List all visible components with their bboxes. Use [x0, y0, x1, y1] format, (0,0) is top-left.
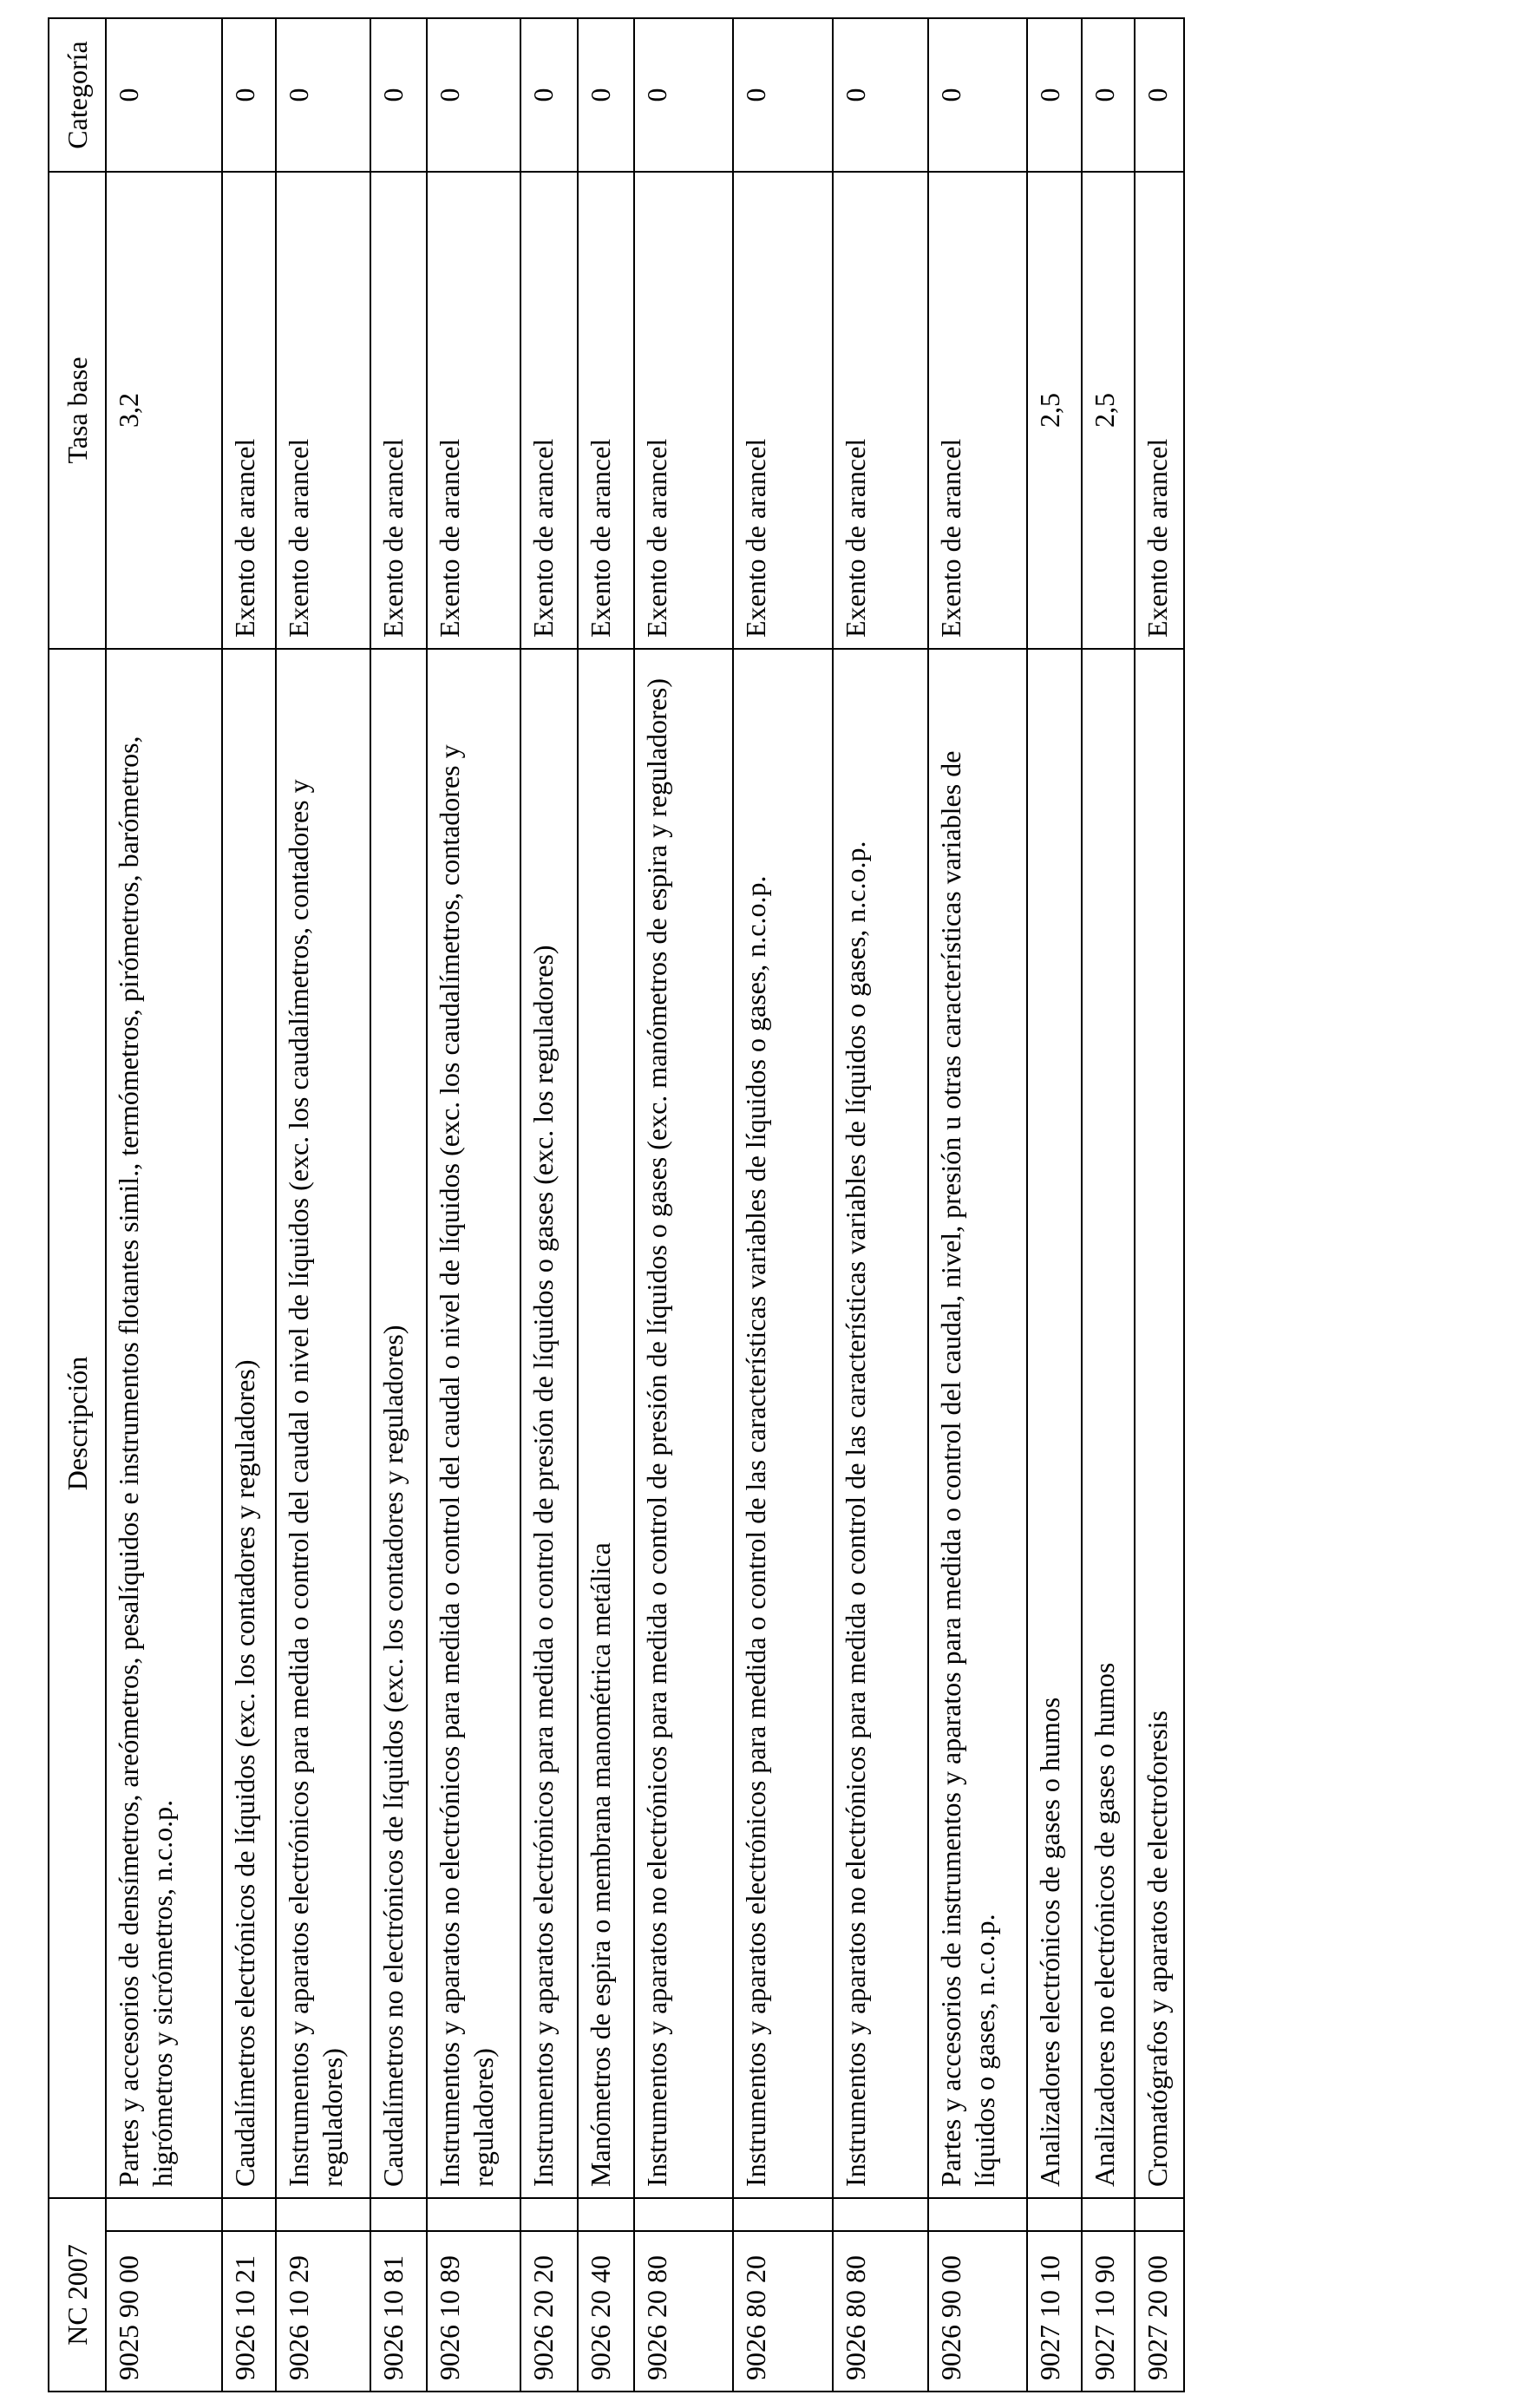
table-row	[928, 18, 1027, 2392]
description-cell: Instrumentos y aparatos electrónicos para medida o control de las características variables de líquidos o gases, n.c.o.p.	[733, 649, 833, 2198]
rate-cell: Exento de arancel	[520, 172, 577, 649]
code-cell: 9026 10 21	[222, 2231, 276, 2392]
spacer-cell	[427, 2198, 520, 2231]
code-cell: 9027 10 10	[1027, 2231, 1082, 2392]
description-cell: Caudalímetros electrónicos de líquidos (exc. los contadores y reguladores)	[222, 649, 276, 2198]
table-row	[634, 18, 733, 2392]
rate-cell: Exento de arancel	[833, 172, 928, 649]
rate-cell: Exento de arancel	[1135, 172, 1184, 649]
table-row	[1135, 18, 1184, 2392]
description-cell: Caudalímetros no electrónicos de líquidos (exc. los contadores y reguladores)	[370, 649, 427, 2198]
code-cell: 9026 90 00	[928, 2231, 1027, 2392]
category-cell: 0	[733, 18, 833, 172]
description-cell: Instrumentos y aparatos no electrónicos para medida o control de las características variables de líquidos o gases, n.c.o.p.	[833, 649, 928, 2198]
spacer-cell	[928, 2198, 1027, 2231]
code-cell: 9026 20 80	[634, 2231, 733, 2392]
code-cell: 9027 10 90	[1082, 2231, 1135, 2392]
tariff-table	[48, 17, 1185, 2392]
spacer-cell	[1082, 2198, 1135, 2231]
code-cell: 9026 20 40	[578, 2231, 634, 2392]
spacer-cell	[634, 2198, 733, 2231]
table-row	[520, 18, 577, 2392]
code-cell: 9026 80 20	[733, 2231, 833, 2392]
category-cell: 0	[634, 18, 733, 172]
code-cell: 9026 10 89	[427, 2231, 520, 2392]
spacer-cell	[1027, 2198, 1082, 2231]
rate-cell: Exento de arancel	[733, 172, 833, 649]
rate-cell: Exento de arancel	[578, 172, 634, 649]
table-body	[106, 18, 1184, 2392]
category-cell: 0	[1135, 18, 1184, 172]
table-row	[427, 18, 520, 2392]
code-cell: 9027 20 00	[1135, 2231, 1184, 2392]
category-cell: 0	[1027, 18, 1082, 172]
table-row	[370, 18, 427, 2392]
table-row	[1027, 18, 1082, 2392]
rate-cell: Exento de arancel	[276, 172, 370, 649]
rate-cell: 2,5	[1082, 172, 1135, 649]
table-row	[733, 18, 833, 2392]
category-cell: 0	[370, 18, 427, 172]
description-cell: Manómetros de espira o membrana manométrica metálica	[578, 649, 634, 2198]
spacer-cell	[370, 2198, 427, 2231]
rotated-page	[48, 19, 1185, 2392]
spacer-cell	[578, 2198, 634, 2231]
table-row	[1082, 18, 1135, 2392]
category-cell: 0	[427, 18, 520, 172]
description-cell: Partes y accesorios de densímetros, areómetros, pesalíquidos e instrumentos flotantes simil., termómetros, pirómetros, barómetros, higrómetros y sicrómetros, n.c.o.p.	[106, 649, 222, 2198]
header-row	[49, 18, 106, 2392]
description-cell: Instrumentos y aparatos electrónicos para medida o control de presión de líquidos o gases (exc. los reguladores)	[520, 649, 577, 2198]
code-cell: 9025 90 00	[106, 2231, 222, 2392]
code-cell: 9026 10 29	[276, 2231, 370, 2392]
rate-cell: Exento de arancel	[427, 172, 520, 649]
category-cell: 0	[578, 18, 634, 172]
description-cell: Instrumentos y aparatos no electrónicos para medida o control del caudal o nivel de líquidos (exc. los caudalímetros, contadores y reguladores)	[427, 649, 520, 2198]
spacer-cell	[733, 2198, 833, 2231]
category-cell: 0	[833, 18, 928, 172]
table-row	[276, 18, 370, 2392]
category-cell: 0	[1082, 18, 1135, 172]
spacer-cell	[833, 2198, 928, 2231]
spacer-cell	[106, 2198, 222, 2231]
category-cell: 0	[928, 18, 1027, 172]
description-cell: Cromatógrafos y aparatos de electroforesis	[1135, 649, 1184, 2198]
rate-cell: Exento de arancel	[370, 172, 427, 649]
rate-cell: 2,5	[1027, 172, 1082, 649]
table-row	[106, 18, 222, 2392]
description-cell: Instrumentos y aparatos no electrónicos para medida o control de presión de líquidos o gases (exc. manómetros de espira y reguladores)	[634, 649, 733, 2198]
header-rate: Tasa base	[49, 172, 106, 649]
description-cell: Analizadores no electrónicos de gases o humos	[1082, 649, 1135, 2198]
code-cell: 9026 80 80	[833, 2231, 928, 2392]
table-row	[578, 18, 634, 2392]
category-cell: 0	[520, 18, 577, 172]
code-cell: 9026 20 20	[520, 2231, 577, 2392]
spacer-cell	[276, 2198, 370, 2231]
rate-cell: 3,2	[106, 172, 222, 649]
header-category: Categoría	[49, 18, 106, 172]
table-row	[833, 18, 928, 2392]
description-cell: Analizadores electrónicos de gases o humos	[1027, 649, 1082, 2198]
rate-cell: Exento de arancel	[928, 172, 1027, 649]
rate-cell: Exento de arancel	[634, 172, 733, 649]
table-row	[222, 18, 276, 2392]
rate-cell: Exento de arancel	[222, 172, 276, 649]
description-cell: Partes y accesorios de instrumentos y aparatos para medida o control del caudal, nivel, presión u otras características variables de líquidos o gases, n.c.o.p.	[928, 649, 1027, 2198]
description-cell: Instrumentos y aparatos electrónicos para medida o control del caudal o nivel de líquidos (exc. los caudalímetros, contadores y reguladores)	[276, 649, 370, 2198]
header-description: Descripción	[49, 649, 106, 2198]
spacer-cell	[520, 2198, 577, 2231]
category-cell: 0	[106, 18, 222, 172]
category-cell: 0	[276, 18, 370, 172]
header-code: NC 2007	[49, 2198, 106, 2392]
spacer-cell	[1135, 2198, 1184, 2231]
category-cell: 0	[222, 18, 276, 172]
code-cell: 9026 10 81	[370, 2231, 427, 2392]
spacer-cell	[222, 2198, 276, 2231]
